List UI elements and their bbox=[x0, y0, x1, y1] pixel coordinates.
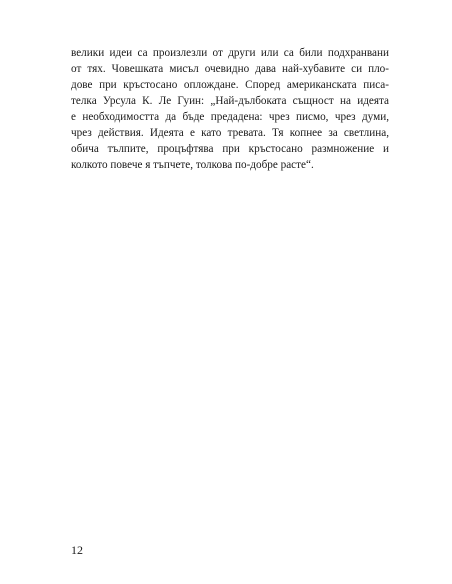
text-line: дове при кръстосано оплождане. Според американската писа- bbox=[71, 79, 389, 91]
text-line: чрез действия. Идеята е като тревата. Тя копнее за светлина, bbox=[71, 127, 389, 139]
page-number: 12 bbox=[71, 543, 83, 557]
text-line: от тях. Човешката мисъл очевидно дава най-хубавите си пло- bbox=[71, 63, 389, 75]
text-line: обича тълпите, процъфтява при кръстосано размножение и bbox=[71, 143, 389, 155]
text-line: телка Урсула К. Ле Гуин: „Най-дълбоката същност на идеята bbox=[71, 95, 389, 107]
text-line: е необходимостта да бъде предадена: чрез писмо, чрез думи, bbox=[71, 111, 389, 123]
body-paragraph bbox=[71, 45, 389, 173]
text-line: колкото повече я тъпчете, толкова по-добре расте“. bbox=[71, 159, 314, 171]
text-line: велики идеи са произлезли от други или са били подхранвани bbox=[71, 47, 389, 59]
